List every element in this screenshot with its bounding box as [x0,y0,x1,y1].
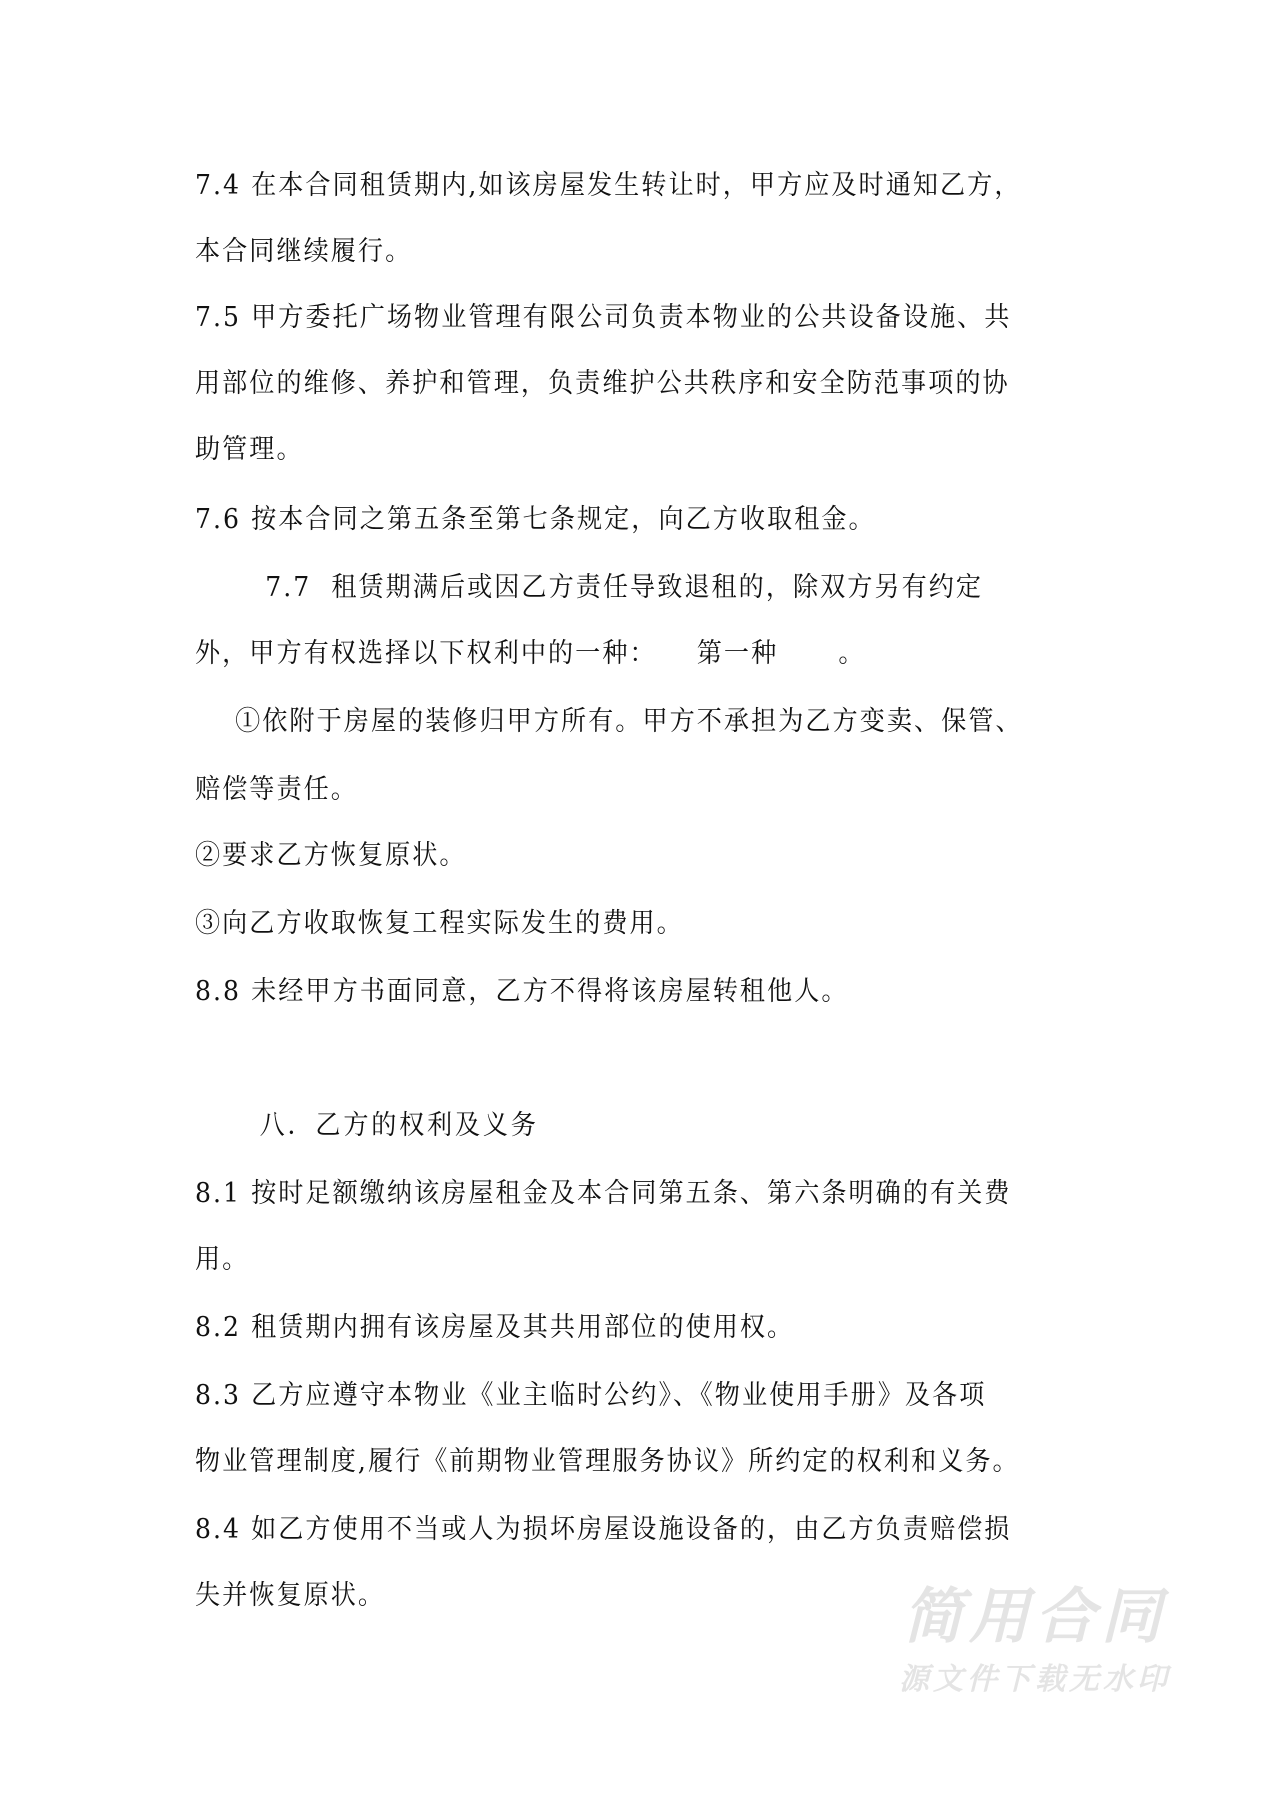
document-line: 7.7 租赁期满后或因乙方责任导致退租的，除双方另有约定 [195,572,984,603]
watermark [885,1582,1185,1700]
document-line: ②要求乙方恢复原状。 [195,840,467,871]
document-line: 8.2 租赁期内拥有该房屋及其共用部位的使用权。 [195,1312,795,1343]
document-line: 助管理。 [195,434,304,465]
document-line: 7.6 按本合同之第五条至第七条规定，向乙方收取租金。 [195,504,876,535]
document-line: 7.4 在本合同租赁期内,如该房屋发生转让时，甲方应及时通知乙方， [195,170,1022,201]
document-line: 本合同继续履行。 [195,236,413,267]
section-heading: 八．乙方的权利及义务 [195,1110,539,1141]
watermark-subtitle: 源文件下载无水印 [899,1662,1171,1697]
document-line: 8.1 按时足额缴纳该房屋租金及本合同第五条、第六条明确的有关费 [195,1178,1012,1209]
document-line: 8.4 如乙方使用不当或人为损坏房屋设施设备的，由乙方负责赔偿损 [195,1514,1012,1545]
document-line: ③向乙方收取恢复工程实际发生的费用。 [195,908,684,939]
document-line: 7.5 甲方委托广场物业管理有限公司负责本物业的公共设备设施、共 [195,302,1012,333]
document-line: 外，甲方有权选择以下权利中的一种： 第一种 。 [195,638,866,669]
document-line: 用部位的维修、养护和管理，负责维护公共秩序和安全防范事项的协 [195,368,1010,399]
document-line: 物业管理制度,履行《前期物业管理服务协议》所约定的权利和义务。 [195,1446,1020,1477]
document-line: 赔偿等责任。 [195,774,358,805]
document-line: 失并恢复原状。 [195,1580,386,1611]
document-line: 用。 [195,1244,250,1275]
document-line: 8.8 未经甲方书面同意，乙方不得将该房屋转租他人。 [195,976,849,1007]
watermark-title: 简用合同 [903,1582,1167,1652]
document-line: ①依附于房屋的装修归甲方所有。甲方不承担为乙方变卖、保管、 [195,706,1023,737]
document-line: 8.3 乙方应遵守本物业《业主临时公约》、《物业使用手册》及各项 [195,1380,987,1411]
